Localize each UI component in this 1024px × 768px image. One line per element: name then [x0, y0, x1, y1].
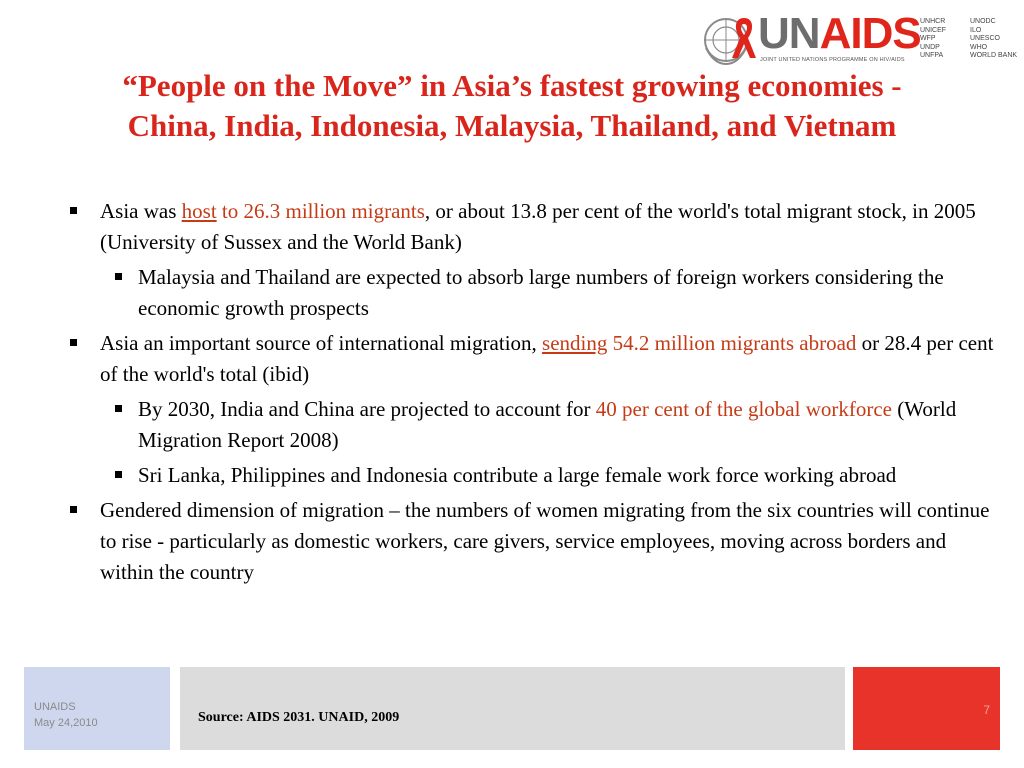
cosponsor: WFP [920, 35, 936, 42]
cosponsor: UNFPA [920, 52, 944, 59]
subbullet-india-china-2030: By 2030, India and China are projected to account for 40 per cent of the global workforce (World Migration Report 2008) [114, 394, 998, 456]
logo-tagline: JOINT UNITED NATIONS PROGRAMME ON HIV/AIDS [760, 57, 905, 63]
footer-source: Source: AIDS 2031. UNAID, 2009 [198, 710, 400, 725]
highlight-text: 54.2 million migrants abroad [607, 331, 857, 355]
unaids-logo [700, 10, 1018, 70]
cosponsor: UNESCO [970, 35, 1000, 42]
cosponsor: UNICEF [920, 26, 947, 34]
bullet-list [68, 196, 998, 592]
footer-source-panel [180, 667, 845, 750]
unaids-wordmark: UNAIDS [758, 9, 921, 58]
title-line-2: China, India, Indonesia, Malaysia, Thailand, and Vietnam [127, 108, 897, 143]
cosponsor: WHO [970, 43, 988, 51]
cosponsor: WORLD BANK [970, 52, 1018, 59]
slide-title [0, 66, 1024, 146]
bullet-asia-source: Asia an important source of international migration, sending 54.2 million migrants abroad or 28.4 per cent of the world's total (ibid) [68, 328, 998, 390]
cosponsor: ILO [970, 26, 982, 34]
cosponsor-list [920, 18, 1020, 61]
footer-date: May 24,2010 [34, 717, 98, 729]
cosponsor: UNODC [970, 18, 996, 25]
red-ribbon-icon [730, 16, 758, 60]
subbullet-female-workforce: Sri Lanka, Philippines and Indonesia contribute a large female work force working abroad [114, 460, 998, 491]
subbullet-malaysia-thailand: Malaysia and Thailand are expected to absorb large numbers of foreign workers considering the economic growth prospects [114, 262, 998, 324]
page-number: 7 [983, 703, 990, 717]
cosponsor: UNHCR [920, 18, 946, 25]
host-link[interactable]: host [181, 199, 217, 223]
footer-page-panel [853, 667, 1000, 750]
title-line-1: “People on the Move” in Asia’s fastest growing economies - [122, 68, 902, 103]
bullet-asia-host: Asia was host to 26.3 million migrants, or about 13.8 per cent of the world's total migrant stock, in 2005 (University of Sussex and the World Bank) [68, 196, 998, 258]
footer-org-panel [24, 667, 170, 750]
sending-link[interactable]: sending [542, 331, 608, 355]
highlight-text: to 26.3 million migrants [216, 199, 425, 223]
footer-org: UNAIDS [34, 701, 76, 713]
highlight-text: 40 per cent of the global workforce [595, 397, 892, 421]
cosponsor: UNDP [920, 43, 940, 51]
bullet-gendered-dimension: Gendered dimension of migration – the numbers of women migrating from the six countries will continue to rise - particularly as domestic workers, care givers, service employees, moving across borders and within the country [68, 495, 998, 588]
